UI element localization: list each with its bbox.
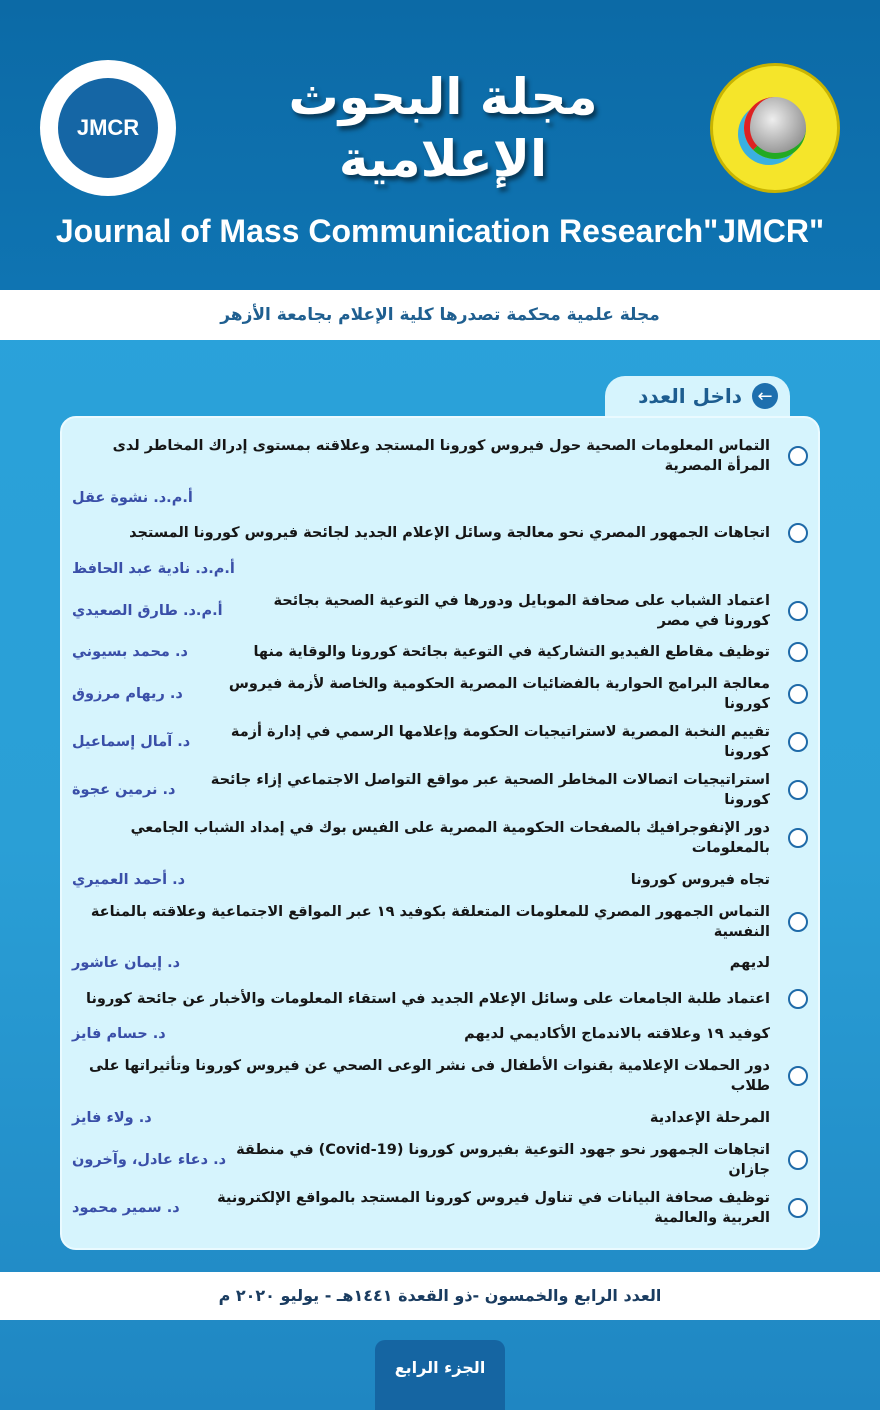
article-author: د. أحمد العميري <box>72 871 186 888</box>
article-author: د. نرمين عجوة <box>72 782 176 798</box>
list-item <box>72 766 808 814</box>
journal-title-arabic: مجلة البحوث الإعلامية <box>288 67 598 188</box>
article-title: اتجاهات الجمهور المصري نحو معالجة وسائل الإعلام الجديد لجائحة فيروس كورونا المستجد <box>129 525 770 542</box>
list-item <box>72 814 808 862</box>
part-label: الجزء الرابع <box>375 1340 505 1410</box>
bullet-slot <box>780 1198 808 1218</box>
bullet-slot <box>780 642 808 662</box>
contents-heading-tab <box>605 376 790 416</box>
journal-title-english: Journal of Mass Communication Research"JMCR" <box>55 213 825 249</box>
article-author: د. آمال إسماعيل <box>72 734 191 750</box>
article-title: توظيف صحافة البيانات في تناول فيروس كورونا المستجد بالمواقع الإلكترونية العربية والعالمية <box>217 1189 770 1226</box>
bullet-slot <box>780 446 808 466</box>
arrow-left-icon: ← <box>752 383 778 409</box>
contents-heading: داخل العدد <box>638 384 742 408</box>
contents-list <box>72 432 808 1232</box>
circle-bullet-icon <box>788 780 808 800</box>
bullet-slot <box>780 1066 808 1086</box>
list-item <box>72 432 808 480</box>
article-title: تجاه فيروس كورونا <box>630 871 770 888</box>
list-item <box>72 635 808 671</box>
article-title: اعتماد الشباب على صحافة الموبايل ودورها في التوعية الصحية بجائحة كورونا في مصر <box>273 592 770 629</box>
article-author: د. ريهام مرزوق <box>72 686 183 702</box>
circle-bullet-icon <box>788 523 808 543</box>
list-item <box>72 670 808 718</box>
jmcr-logo <box>40 60 176 196</box>
globe-icon <box>744 97 806 159</box>
list-item <box>72 1100 808 1136</box>
article-author: د. إيمان عاشور <box>72 955 181 972</box>
logo-abbr: JMCR <box>58 78 158 178</box>
list-item <box>72 981 808 1017</box>
article-author: أ.م.د. طارق الصعيدي <box>72 602 223 619</box>
article-title: دور الإنفوجرافيك بالصفحات الحكومية المصرية على الفيس بوك في إمداد الشباب الجامعي بالمعلومات <box>130 820 770 856</box>
article-title: كوفيد ١٩ وعلاقته بالاندماج الأكاديمي لديهم <box>464 1026 770 1043</box>
circle-bullet-icon <box>788 642 808 662</box>
circle-bullet-icon <box>788 601 808 621</box>
article-title: التماس المعلومات الصحية حول فيروس كورونا المستجد وعلاقته بمستوى إدراك المخاطر لدى المرأة المصرية <box>112 438 770 474</box>
article-title: اتجاهات الجمهور نحو جهود التوعية بفيروس كورونا (Covid-19) في منطقة جازان <box>236 1141 770 1178</box>
bullet-slot <box>780 601 808 621</box>
list-item <box>72 1184 808 1232</box>
list-item <box>72 1052 808 1100</box>
article-title: لديهم <box>729 955 770 972</box>
list-item <box>72 480 808 516</box>
article-author: د. سمير محمود <box>72 1199 180 1216</box>
article-title: اعتماد طلبة الجامعات على وسائل الإعلام الجديد في استقاء المعلومات والأخبار عن جائحة كورونا <box>86 990 770 1007</box>
article-author: د. محمد بسيوني <box>72 644 188 661</box>
contents-panel <box>60 416 820 1250</box>
circle-bullet-icon <box>788 1066 808 1086</box>
article-title: توظيف مقاطع الفيديو التشاركية في التوعية بجائحة كورونا والوقاية منها <box>253 644 770 661</box>
article-title: التماس الجمهور المصري للمعلومات المتعلقة بكوفيد ١٩ عبر المواقع الاجتماعية وعلاقته بالمناعة النفسية <box>90 903 770 940</box>
subtitle-band: مجلة علمية محكمة تصدرها كلية الإعلام بجامعة الأزهر <box>0 290 880 340</box>
article-title: المرحلة الإعدادية <box>649 1109 770 1126</box>
circle-bullet-icon <box>788 912 808 932</box>
bullet-slot <box>780 912 808 932</box>
circle-bullet-icon <box>788 1198 808 1218</box>
article-title: معالجة البرامج الحوارية بالفضائيات المصرية الحكومية والخاصة لأزمة فيروس كورونا <box>228 676 770 712</box>
list-item <box>72 862 808 898</box>
circle-bullet-icon <box>788 1150 808 1170</box>
issue-line: العدد الرابع والخمسون -ذو القعدة ١٤٤١هـ - يوليو ٢٠٢٠ م <box>0 1272 880 1320</box>
article-author: د. دعاء عادل، وآخرون <box>72 1151 227 1168</box>
list-item <box>72 551 808 587</box>
article-title: تقييم النخبة المصرية لاستراتيجيات الحكومة وإعلامها الرسمي في إدارة أزمة كورونا <box>230 724 770 760</box>
bullet-slot <box>780 1150 808 1170</box>
circle-bullet-icon <box>788 732 808 752</box>
circle-bullet-icon <box>788 684 808 704</box>
list-item <box>72 1017 808 1053</box>
article-author: د. ولاء فايز <box>72 1109 152 1126</box>
circle-bullet-icon <box>788 828 808 848</box>
bullet-slot <box>780 989 808 1009</box>
bullet-slot <box>780 828 808 848</box>
cover-header <box>0 0 880 290</box>
article-title: دور الحملات الإعلامية بقنوات الأطفال فى نشر الوعى الصحي عن فيروس كورونا وتأثيراتها على طلاب <box>89 1058 770 1094</box>
contents-section <box>0 340 880 1272</box>
circle-bullet-icon <box>788 989 808 1009</box>
list-item <box>72 898 808 946</box>
circle-bullet-icon <box>788 446 808 466</box>
al-azhar-faculty-logo <box>710 63 840 193</box>
bullet-slot <box>780 780 808 800</box>
list-item <box>72 718 808 766</box>
list-item <box>72 587 808 635</box>
list-item <box>72 516 808 552</box>
list-item <box>72 946 808 982</box>
bullet-slot <box>780 523 808 543</box>
article-author: أ.م.د. نشوة عقل <box>72 489 193 506</box>
list-item <box>72 1136 808 1184</box>
bullet-slot <box>780 684 808 704</box>
bullet-slot <box>780 732 808 752</box>
article-author: أ.م.د. نادية عبد الحافظ <box>72 560 235 577</box>
article-title: استراتيجيات اتصالات المخاطر الصحية عبر مواقع التواصل الاجتماعي إزاء جائحة كورونا <box>210 772 770 808</box>
article-author: د. حسام فايز <box>72 1026 166 1043</box>
